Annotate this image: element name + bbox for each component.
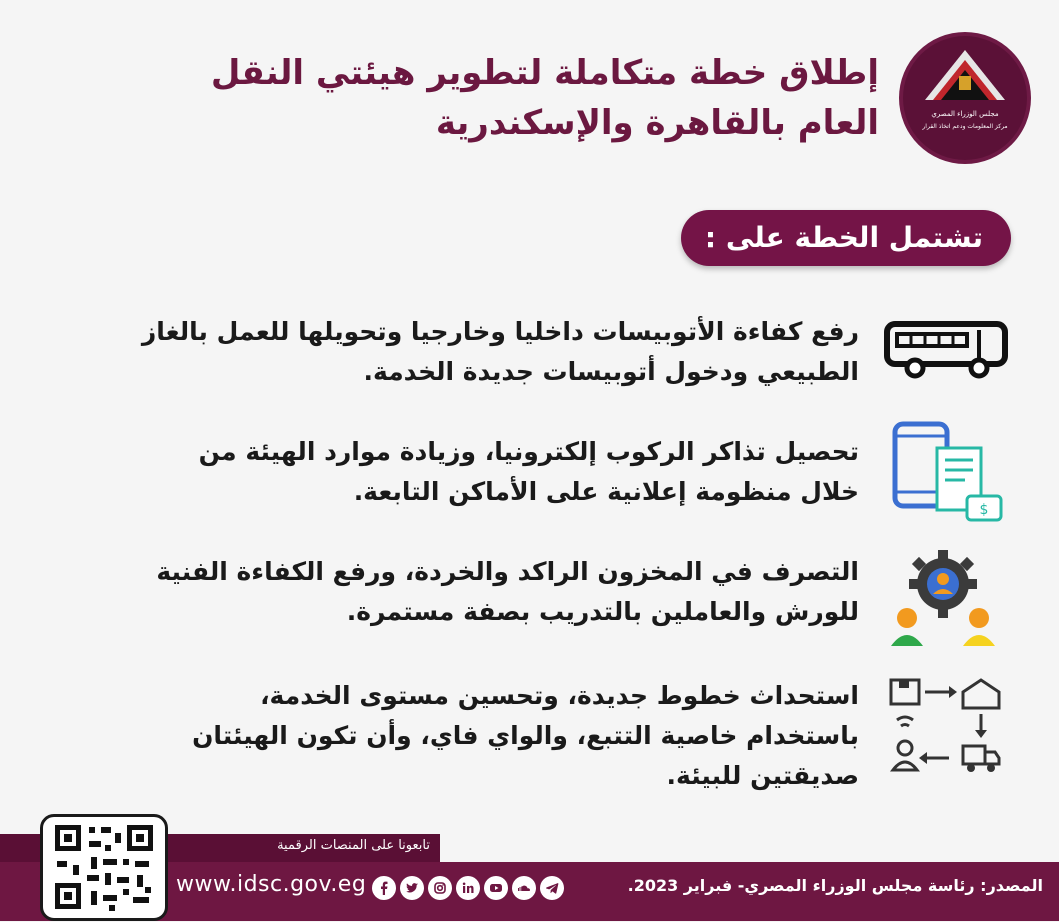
logistics-tracking-icon <box>887 674 1003 774</box>
svg-text:$: $ <box>979 502 989 518</box>
plan-item-2: تحصيل تذاكر الركوب إلكترونيا، وزيادة موارد الهيئة من خلال منظومة إعلانية على الأماكن التابعة. <box>198 437 859 506</box>
section-label: تشتمل الخطة على : <box>681 210 1011 266</box>
youtube-icon[interactable] <box>484 876 508 900</box>
plan-item-3: التصرف في المخزون الراكد والخردة، ورفع الكفاءة الفنية للورش والعاملين بالتدريب بصفة مستمرة. <box>156 557 859 626</box>
source-note: المصدر: رئاسة مجلس الوزراء المصري- فبراير 2023. <box>627 876 1043 895</box>
gear-people-icon <box>883 546 1003 650</box>
soundcloud-icon[interactable] <box>512 876 536 900</box>
qr-code[interactable] <box>40 814 168 921</box>
bus-icon <box>883 318 1013 382</box>
instagram-icon[interactable] <box>428 876 452 900</box>
logo-line1: مجلس الوزراء المصري <box>931 110 999 118</box>
plan-item-4: استحداث خطوط جديدة، وتحسين مستوى الخدمة، باستخدام خاصية التتبع، والواي فاي، وأن تكون الهيئتان صديقتين للبيئة. <box>192 681 859 790</box>
idsc-logo <box>895 28 1035 168</box>
follow-text: تابعونا على المنصات الرقمية <box>277 838 430 853</box>
website-link[interactable]: www.idsc.gov.eg <box>176 872 367 897</box>
qr-pattern-icon <box>43 817 165 918</box>
twitter-icon[interactable] <box>400 876 424 900</box>
social-links <box>372 876 564 900</box>
telegram-icon[interactable] <box>540 876 564 900</box>
plan-item-1: رفع كفاءة الأتوبيسات داخليا وخارجيا وتحويلها للعمل بالغاز الطبيعي ودخول أتوبيسات جديدة الخدمة. <box>141 317 859 386</box>
mobile-ticket-icon <box>889 420 1009 530</box>
page-title: إطلاق خطة متكاملة لتطوير هيئتي النقل العام بالقاهرة والإسكندرية <box>210 53 879 143</box>
facebook-icon[interactable] <box>372 876 396 900</box>
logo-line2: مركز المعلومات ودعم اتخاذ القرار <box>922 123 1008 130</box>
linkedin-icon[interactable] <box>456 876 480 900</box>
